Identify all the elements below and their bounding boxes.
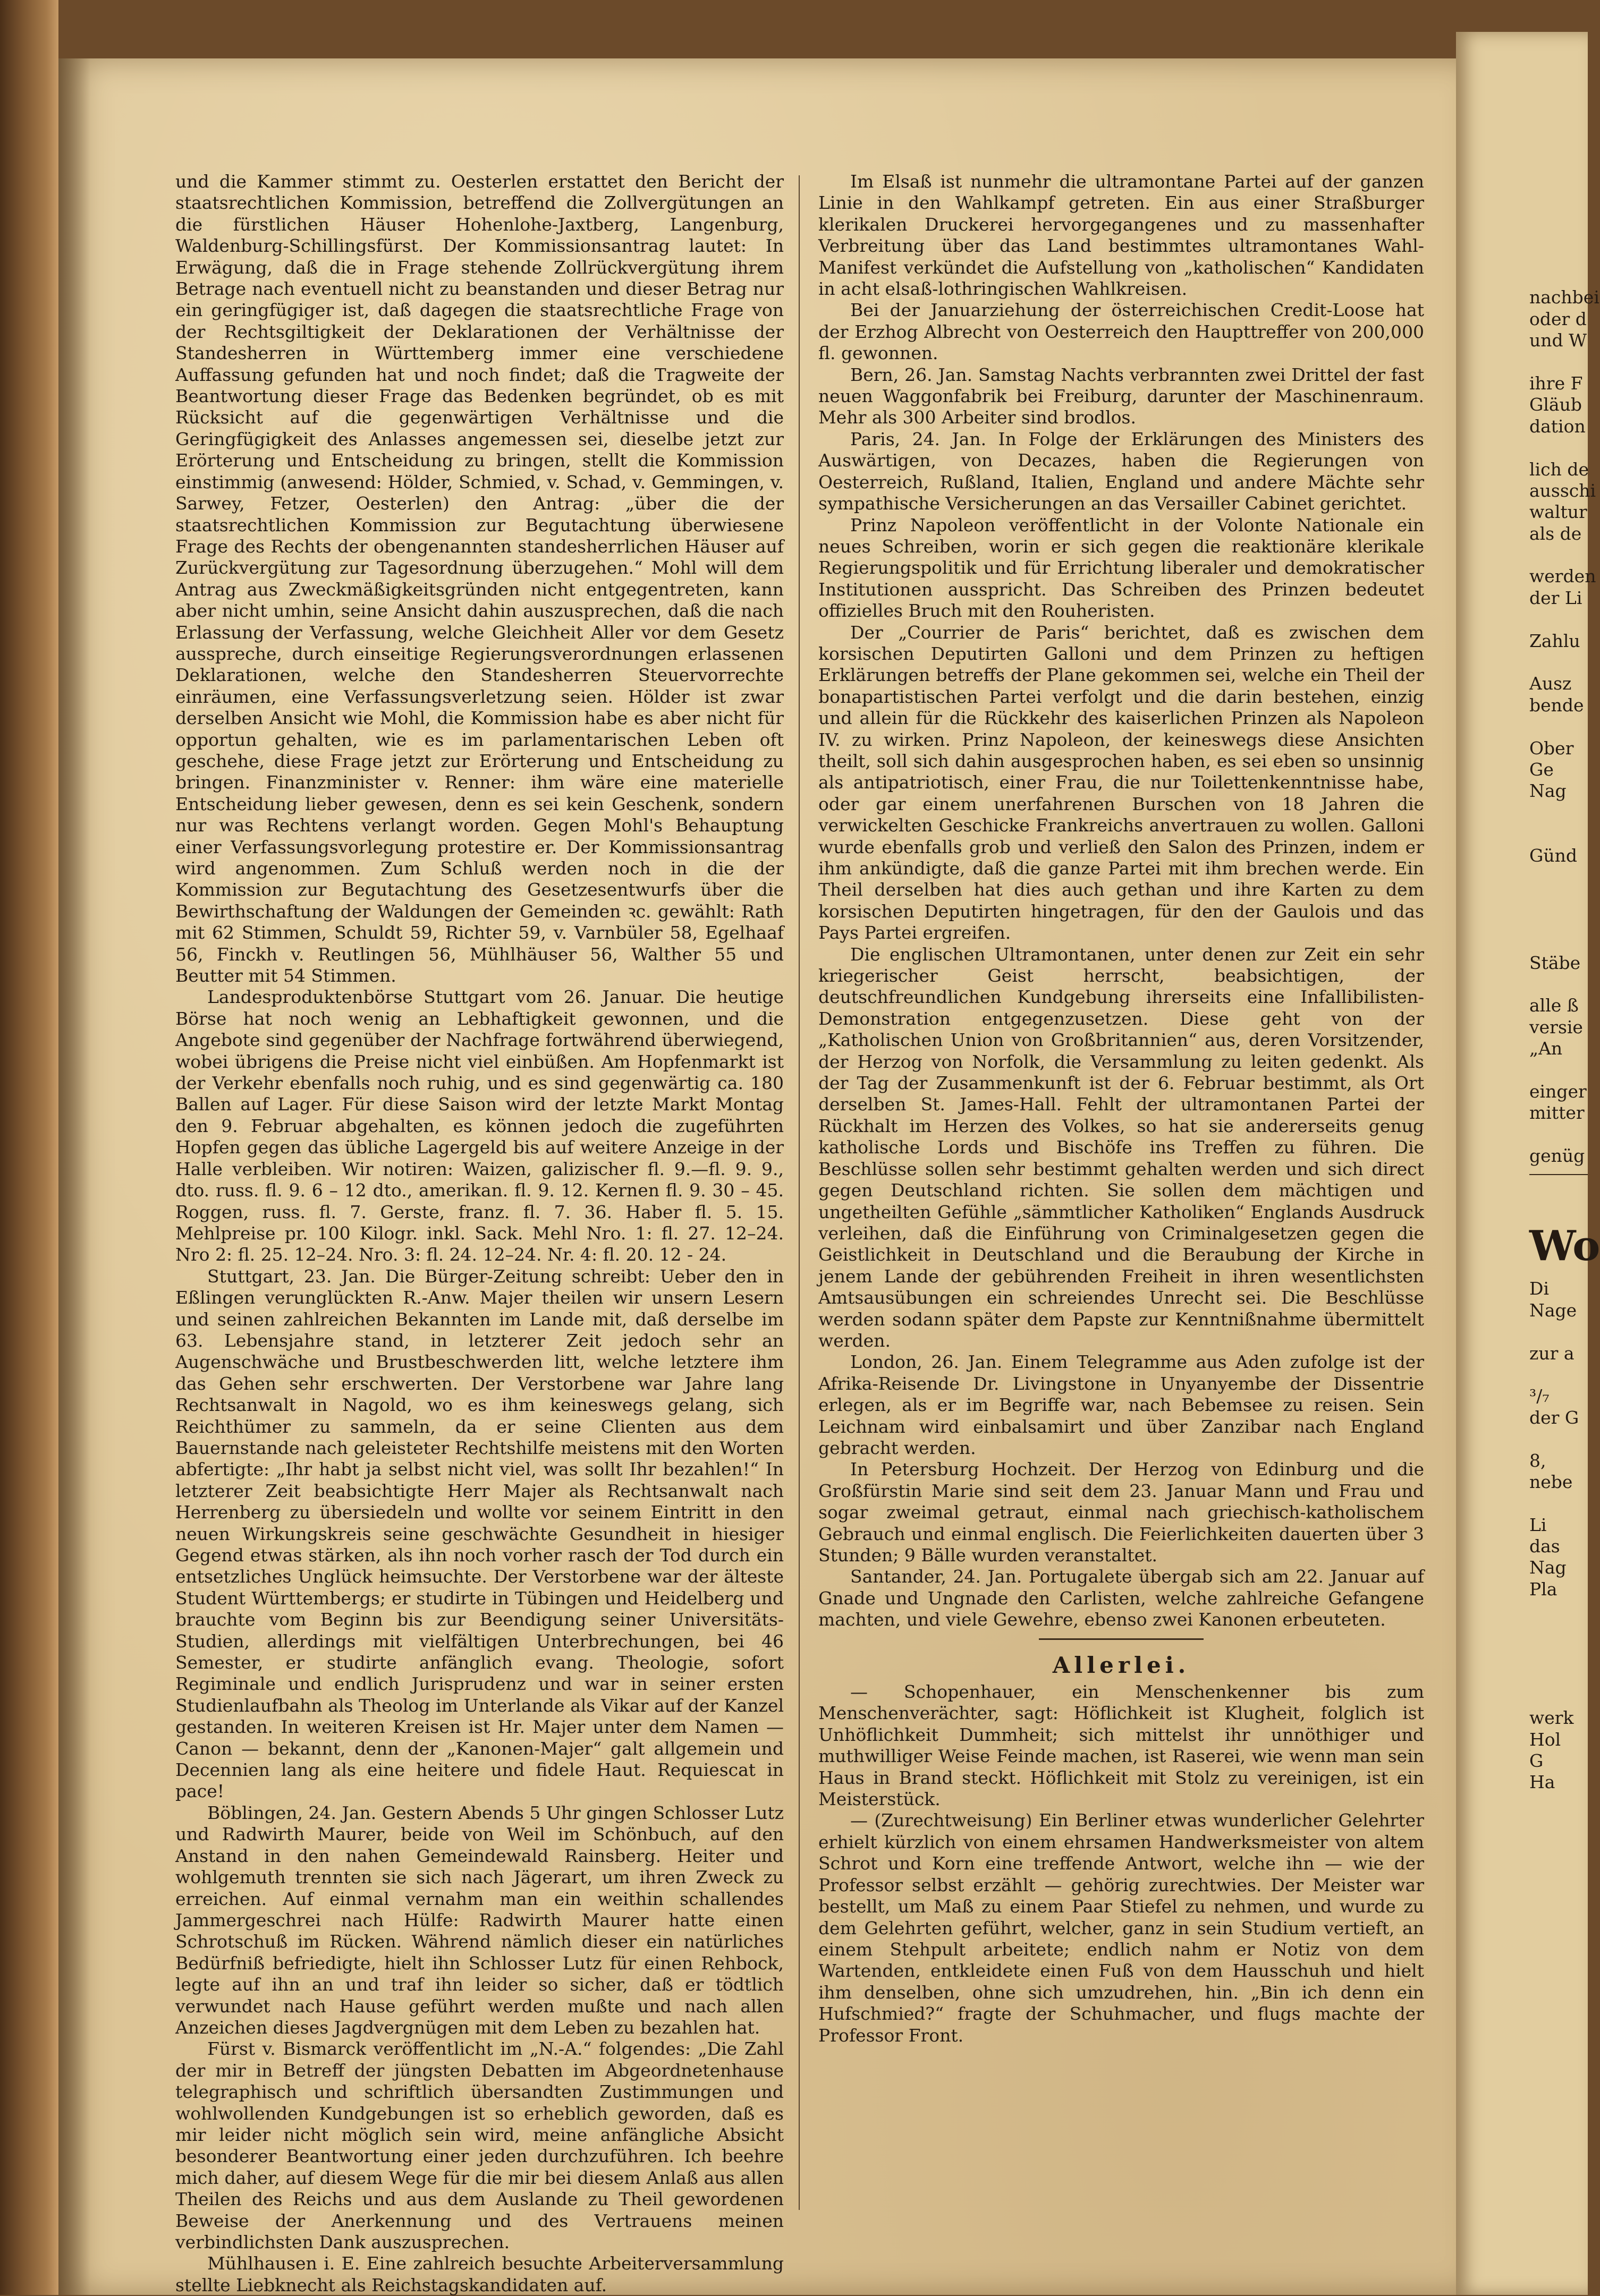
fragment-line: werk [1529, 1707, 1574, 1729]
fragment-line: Gläub [1529, 394, 1582, 415]
fragment-line: nachbei [1529, 287, 1599, 308]
left-column [175, 171, 784, 2296]
section-heading: Allerlei. [1052, 1652, 1190, 1678]
fragment-line [1529, 931, 1588, 952]
fragment-line: versie [1529, 1016, 1583, 1038]
fragment-line: 8, [1529, 1450, 1546, 1471]
article-paragraph: Santander, 24. Jan. Portugalete übergab sich am 22. Januar auf Gnade und Ungnade den Carlisten, welche zahlreiche Gefangene machten, und viele Gewehre, ebenso zwei Kanonen erbeuteten. [818, 1566, 1424, 1630]
fragment-line: werden [1529, 566, 1596, 587]
fragment-line: Nage [1529, 1299, 1577, 1321]
fragment-line [1529, 1643, 1588, 1664]
fragment-line [1529, 437, 1588, 458]
fragment-line [1529, 1124, 1588, 1145]
fragment-line [1529, 609, 1588, 630]
fragment-line: nebe [1529, 1471, 1573, 1492]
fragment-line: Hol [1529, 1729, 1561, 1750]
article-paragraph: Paris, 24. Jan. In Folge der Erklärungen des Ministers des Auswärtigen, von Decazes, haben die Regierungen von Oesterreich, Rußland, Italien, England und andere Mächte sehr sympathische Versicherungen an das Versailler Cabinet gerichtet. [818, 428, 1424, 514]
fragment-line: Ha [1529, 1772, 1555, 1793]
facing-column-fragments [1529, 266, 1600, 1793]
fragment-line [1529, 974, 1588, 995]
fragment-line [1529, 823, 1588, 845]
article-paragraph: Der „Courrier de Paris“ berichtet, daß es zwischen dem korsischen Deputirten Galloni und dem Prinzen zu heftigen Erklärungen betreffs der Plane gekommen sei, welche ein Theil der bonapartistischen Partei verfolgt und die darin bestehen, einzig und allein für die Rückkehr des kaiserlichen Prinzen als Napoleon IV. zu wirken. Prinz Napoleon, der keineswegs diese Ansichten theilt, soll sich dahin ausgesprochen haben, es sei eben so unsinnig als antipatriotisch, einer Frau, die nur Toilettenkenntnisse habe, oder gar einem unerfahrenen Burschen von 18 Jahren die verwickelten Geschicke Frankreichs anvertrauen zu wollen. Galloni wurde ebenfalls grob und verließ den Salon des Prinzen, indem er ihm ankündigte, daß die ganze Partei mit ihm brechen werde. Ein Theil derselben hat dies auch gethan und ihre Karten zu dem korsischen Deputirten hingetragen, für den der Gaulois und das Pays Partei ergreifen. [818, 622, 1424, 943]
fragment-line: Ge [1529, 759, 1554, 780]
fragment-line [1529, 866, 1588, 888]
fragment-line [1529, 1622, 1588, 1643]
article-paragraph: Stuttgart, 23. Jan. Die Bürger-Zeitung schreibt: Ueber den in Eßlingen verunglückten R.-Anw. Majer theilen wir unsern Lesern und seinen zahlreichen Bekannten im Lande mit, daß derselbe im 63. Lebensjahre stand, in letzterer Zeit jedoch sehr an Augenschwäche und Brustbeschwerden litt, welche letztere ihm das Gehen sehr erschwerten. Der Verstorbene war Jahre lang Rechtsanwalt in Nagold, wo es ihm keineswegs gelang, sich Reichthümer zu sammeln, da er seine Clienten aus dem Bauernstande nach geleisteter Rechtshilfe meistens mit den Worten abfertigte: „Ihr habt ja selbst nicht viel, was sollt Ihr bezahlen!“ In letzterer Zeit beabsichtigte Herr Majer als Rechtsanwalt nach Herrenberg zu übersiedeln und wollte vor seinem Eintritt in den neuen Wirkungskreis seine geschwächte Gesundheit in hiesiger Gegend etwas stärken, als ihn noch vorher rasch der Tod durch ein entsetzliches Unglück heimsuchte. Der Verstorbene war der älteste Student Württembergs; er studirte in Tübingen und Heidelberg und brauchte vom Beginn bis zur Beendigung seiner Universitäts-Studien, allerdings mit vielfältigen Unterbrechungen, bei 46 Semester, er studirte anfänglich evang. Theologie, sofort Regiminale und endlich Jurisprudenz und war in seiner ersten Studienlaufbahn als Theolog im Unterlande als Vikar auf der Kanzel gestanden. In weiteren Kreisen ist Hr. Majer unter dem Namen — Canon — bekannt, denn der „Kanonen-Majer“ galt allgemein und Decennien lang als eine heitere und fidele Haut. Requiescat in pace! [175, 1265, 784, 1802]
fragment-line: mitter [1529, 1102, 1585, 1124]
fragment-line: Ober [1529, 737, 1574, 759]
article-paragraph: Fürst v. Bismarck veröffentlicht im „N.-A.“ folgendes: „Die Zahl der mir in Betreff der jüngsten Debatten im Abgeordnetenhause telegraphisch und schriftlich übersandten Zustimmungen und wohlwollenden Kundgebungen ist so erheblich geworden, daß es mir leider nicht möglich sein wird, meine anfängliche Absicht besonderer Beantwortung einer jeden durchzuführen. Ich beehre mich daher, auf diesem Wege für die mir bei diesem Anlaß aus allen Theilen des Reichs und aus dem Auslande zu Theil gewordenen Beweise der Anerkennung und des Vertrauens meinen verbindlichsten Dank auszusprechen. [175, 2038, 784, 2252]
fragment-line: ³/₇ [1529, 1385, 1550, 1407]
article-paragraph: — Schopenhauer, ein Menschenkenner bis zum Menschenverächter, sagt: Höflichkeit ist Klugheit, folglich ist Unhöflichkeit Dummheit; sich mittelst ihr unnöthiger und muthwilliger Weise Feinde machen, ist Raserei, wie wenn man sein Haus in Brand steckt. Höflichkeit mit Stolz zu vereinigen, ist ein Meisterstück. [818, 1681, 1424, 1810]
article-paragraph: Böblingen, 24. Jan. Gestern Abends 5 Uhr gingen Schlosser Lutz und Radwirth Maurer, beide von Weil im Schönbuch, auf den Anstand in den nahen Gemeindewald Rainsberg. Heiter und wohlgemuth trennten sie sich nach Jägerart, um ihren Zweck zu erreichen. Auf einmal vernahm man ein weithin schallendes Jammergeschrei nach Hülfe: Radwirth Maurer hatte einen Schrotschuß im Rücken. Während nämlich dieser ein natürliches Bedürfniß befriedigte, hielt ihn Schlosser Lutz für einen Rehbock, legte auf ihn an und traf ihn leider so sicher, daß er tödtlich verwundet nach Hause geführt werden mußte und nach allen Anzeichen dieses Jagdvergnügen mit dem Leben zu bezahlen hat. [175, 1802, 784, 2038]
fragment-line: Günd [1529, 845, 1577, 866]
book-binding [0, 0, 58, 2295]
fragment-line [1529, 1686, 1588, 1707]
fragment-line [1529, 652, 1588, 673]
fragment-line: der G [1529, 1407, 1579, 1428]
fragment-line: Nag [1529, 1557, 1567, 1578]
fragment-line: waltur [1529, 501, 1587, 523]
fragment-line: Nag [1529, 780, 1567, 802]
fragment-line: ausschi [1529, 480, 1596, 501]
article-paragraph: und die Kammer stimmt zu. Oesterlen erstattet den Bericht der staatsrechtlichen Kommission, betreffend die Zollvergütungen an die fürstlichen Häuser Hohenlohe-Jaxtberg, Langenburg, Waldenburg-Schillingsfürst. Der Kommissionsantrag lautet: In Erwägung, daß die in Frage stehende Zollrückvergütung ihrem Betrage nach eventuell nicht zu beanstanden und dieser Betrag nur ein geringfügiger ist, daß dagegen die staatsrechtliche Frage von der Rechtsgiltigkeit der Deklarationen der Verhältnisse der Standesherren in Württemberg immer eine verschiedene Auffassung gefunden hat und noch findet; daß die Tragweite der Beantwortung dieser Frage das Bedenken begründet, ob es mit Rücksicht auf die gegenwärtigen Verhältnisse und die Geringfügigkeit des Anlasses angemessen sei, dieselbe jetzt zur Erörterung und Entscheidung zu bringen, stellt die Kommission einstimmig (anwesend: Hölder, Schmied, v. Schad, v. Gemmingen, v. Sarwey, Fetzer, Oesterlen) den Antrag: „über die der staatsrechtlichen Kommission zur Begutachtung überwiesene Frage des Rechts der obengenannten standesherrlichen Häuser auf Zurückvergütung zur Tagesordnung überzugehen.“ Mohl will dem Antrag aus Zweckmäßigkeitsgründen nicht entgegentreten, kann aber nicht umhin, seine Ansicht dahin auszusprechen, daß die nach Erlassung der Verfassung, welche Gleichheit Aller vor dem Gesetz ausspreche, durch einseitige Regierungsverordnungen erlassenen Deklarationen, welche den Standesherren Steuervorrechte einräumen, eine Verfassungsverletzung seien. Hölder ist zwar derselben Ansicht wie Mohl, die Kommission habe es aber nicht für opportun gehalten, wie es im parlamentarischen Leben oft geschehe, diese Frage jetzt zur Erörterung und Entscheidung zu bringen. Finanzminister v. Renner: ihm wäre eine materielle Entscheidung lieber gewesen, denn es sei kein Geschenk, sondern nur was Rechtens verlangt worden. Gegen Mohl's Behauptung einer Verfassungsvorlegung protestire er. Der Kommissionsantrag wird angenommen. Zum Schluß werden noch in die der Kommission zur Begutachtung des Gesetzesentwurfs über die Bewirthschaftung der Waldungen der Gemeinden ꝛc. gewählt: Rath mit 62 Stimmen, Schuldt 59, Richter 59, v. Varnbüler 58, Egelhaaf 56, Finckh v. Reutlingen 56, Mühlhäuser 56, Walther 55 und Beutter mit 54 Stimmen. [175, 171, 784, 987]
fragment-line [1529, 1364, 1588, 1385]
fragment-line [1529, 1321, 1588, 1342]
fragment-line: Stäbe [1529, 952, 1581, 973]
fragment-line: Zahlu [1529, 630, 1580, 651]
fragment-line: lich de [1529, 458, 1589, 480]
fragment-line: Li [1529, 1514, 1547, 1535]
article-paragraph: In Petersburg Hochzeit. Der Herzog von Edinburg und die Großfürstin Marie sind seit dem 23. Januar Mann und Frau und sogar zweimal getraut, einmal nach griechisch-katholischem Gebrauch und einmal englisch. Die Feierlichkeiten dauerten über 3 Stunden; 9 Bälle wurden veranstaltet. [818, 1459, 1424, 1566]
column-divider [799, 175, 800, 2210]
fragment-line [1529, 1600, 1588, 1621]
fragment-line [1529, 1493, 1588, 1514]
fragment-line [1529, 266, 1588, 287]
fragment-line: „An [1529, 1038, 1563, 1059]
middle-column [818, 171, 1424, 2046]
fragment-heading: Wo [1529, 1222, 1600, 1271]
fragment-line: zur a [1529, 1342, 1574, 1364]
fragment-line [1529, 1664, 1588, 1686]
fragment-gap [1529, 1183, 1588, 1214]
fragment-line [1529, 352, 1588, 373]
fragment-line: Ausz [1529, 673, 1572, 694]
fragment-line: ihre F [1529, 372, 1583, 394]
article-paragraph: Die englischen Ultramontanen, unter denen zur Zeit ein sehr kriegerischer Geist herrscht, beabsichtigen, der deutschfreundlichen Kundgebung ihrerseits eine Infallibilisten-Demonstration entgegenzusetzen. Diese geht von der „Katholischen Union von Großbritannien“ aus, deren Vorsitzender, der Herzog von Norfolk, die Versammlung zu leiten gedenkt. Als der Tag der Zusammenkunft ist der 6. Februar bestimmt, als Ort derselben St. James-Hall. Fehlt der ultramontanen Partei der Rückhalt im Herzen des Volkes, so hat sie andererseits genug katholische Lords und Bischöfe ins Treffen zu führen. Die Beschlüsse sollen sehr bestimmt gehalten werden und sich direct gegen Deutschland richten. Sie sollen dem mächtigen und ungetheilten Gefühle „sämmtlicher Katholiken“ Englands Ausdruck verleihen, daß die Einführung von Criminalgesetzen gegen die Geistlichkeit in Deutschland und die Beraubung der Kirche in jenem Lande der gebührenden Freiheit in ihren wesentlichsten Amtsausübungen ein schreiendes Unrecht sei. Die Beschlüsse werden sodann später dem Papste zur Kenntnißnahme übermittelt werden. [818, 943, 1424, 1351]
fragment-line: dation [1529, 415, 1586, 437]
fragment-line: das [1529, 1536, 1560, 1557]
fragment-line [1529, 716, 1588, 737]
article-paragraph: Mühlhausen i. E. Eine zahlreich besuchte Arbeiterversammlung stellte Liebknecht als Reichstagskandidaten auf. [175, 2253, 784, 2295]
section-rule [1039, 1638, 1204, 1640]
article-paragraph: London, 26. Jan. Einem Telegramme aus Aden zufolge ist der Afrika-Reisende Dr. Livingstone in Unyanyembe der Dissentrie erlegen, als er im Begriffe war, nach Bebemsee zu reisen. Sein Leichnam wird einbalsamirt und über Zanzibar nach England gebracht werden. [818, 1351, 1424, 1458]
fragment-line [1529, 545, 1588, 566]
fragment-line: und W [1529, 330, 1587, 351]
article-paragraph: Landesproduktenbörse Stuttgart vom 26. Januar. Die heutige Börse hat noch wenig an Lebhaftigkeit gewonnen, und die Angebote sind gegenüber der Nachfrage fortwährend überwiegend, wobei übrigens die Preise nicht viel einbüßen. Am Hopfenmarkt ist der Verkehr ebenfalls noch ruhig, und es sind gegenwärtig ca. 180 Ballen auf Lager. Für diese Saison wird der letzte Markt Montag den 9. Februar abgehalten, es können jedoch die zugeführten Hopfen gegen das übliche Lagergeld bis auf weitere Anzeige in der Halle verbleiben. Wir notiren: Waizen, galizischer fl. 9.—fl. 9. 9., dto. russ. fl. 9. 6 – 12 dto., amerikan. fl. 9. 12. Kernen fl. 9. 30 – 45. Roggen, russ. fl. 7. Gerste, franz. fl. 7. 36. Haber fl. 5. 15. Mehlpreise pr. 100 Kilogr. inkl. Sack. Mehl Nro. 1: fl. 27. 12–24. Nro 2: fl. 25. 12–24. Nro. 3: fl. 24. 12–24. Nr. 4: fl. 20. 12 - 24. [175, 987, 784, 1265]
fragment-line [1529, 1428, 1588, 1450]
fragment-line: einger [1529, 1081, 1587, 1102]
fragment-line: der Li [1529, 587, 1582, 608]
fragment-line: oder d [1529, 308, 1587, 329]
fragment-line [1529, 1059, 1588, 1081]
article-paragraph: Bei der Januarziehung der österreichischen Credit-Loose hat der Erzhog Albrecht von Oesterreich den Haupttreffer von 200,000 fl. gewonnen. [818, 300, 1424, 364]
fragment-line: als de [1529, 523, 1582, 544]
fragment-line [1529, 888, 1588, 909]
page-gutter-shadow [58, 58, 90, 2295]
article-paragraph: Prinz Napoleon veröffentlicht in der Volonte Nationale ein neues Schreiben, worin er sich gegen die reaktionäre klerikale Regierungspolitik und für Errichtung liberaler und demokratischer Institutionen ausspricht. Das Schreiben des Prinzen bedeutet offizielles Bruch mit den Rouheristen. [818, 514, 1424, 622]
fragment-line [1529, 802, 1588, 823]
fragment-line: Di [1529, 1278, 1550, 1299]
fragment-rule [1529, 1174, 1588, 1175]
fragment-line [1529, 909, 1588, 931]
fragment-line: G [1529, 1750, 1544, 1771]
fragment-line: Pla [1529, 1578, 1557, 1600]
article-paragraph: Im Elsaß ist nunmehr die ultramontane Partei auf der ganzen Linie in den Wahlkampf getreten. Ein aus einer Straßburger klerikalen Druckerei hervorgegangenes und zu massenhafter Verbreitung über das Land bestimmtes ultramontanes Wahl-Manifest verkündet die Aufstellung von „katholischen“ Kandidaten in acht elsaß-lothringischen Wahlkreisen. [818, 171, 1424, 300]
fragment-line: bende [1529, 694, 1584, 716]
fragment-line: genüg [1529, 1145, 1585, 1167]
fragment-line: alle ß [1529, 995, 1579, 1016]
article-paragraph: Bern, 26. Jan. Samstag Nachts verbrannten zwei Drittel der fast neuen Waggonfabrik bei Freiburg, darunter der Maschinenraum. Mehr als 300 Arbeiter sind brodlos. [818, 364, 1424, 428]
article-paragraph: — (Zurechtweisung) Ein Berliner etwas wunderlicher Gelehrter erhielt kürzlich von einem ehrsamen Handwerksmeister von altem Schrot und Korn eine treffende Antwort, welche ihn — wie der Professor selbst erzählt — gehörig zurechtwies. Der Meister war bestellt, um Maß zu einem Paar Stiefel zu nehmen, und wurde zu dem Gelehrten geführt, welcher, ganz in sein Studium vertieft, an einem Stehpult arbeitete; endlich nahm er Notiz von dem Wartenden, entkleidete einen Fuß von dem Hausschuh und hielt ihm denselben, ohne sich umzudrehen, hin. „Bin ich denn ein Hufschmied?“ fragte der Schuhmacher, und flugs machte der Professor Front. [818, 1810, 1424, 2046]
